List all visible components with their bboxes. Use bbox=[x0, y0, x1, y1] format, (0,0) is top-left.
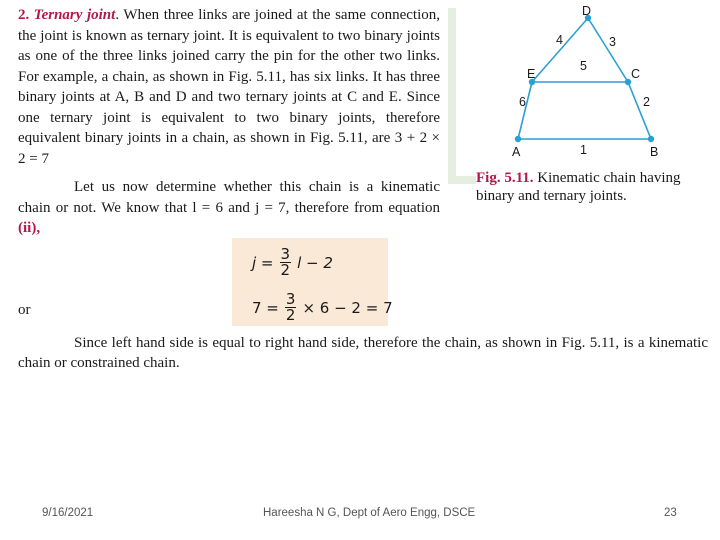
label-link-6: 6 bbox=[519, 95, 526, 109]
figure-caption bbox=[476, 169, 712, 205]
chain-check-text: Let us now determine whether this chain is a kinematic chain or not. We know that l = 6 and j = 7, therefore from equation bbox=[18, 179, 440, 216]
link-3 bbox=[588, 18, 628, 82]
label-link-4: 4 bbox=[556, 33, 563, 47]
eq2-rhs: × 6 − 2 = 7 bbox=[302, 298, 393, 317]
label-link-5: 5 bbox=[580, 59, 587, 73]
label-d: D bbox=[582, 4, 592, 18]
link-6 bbox=[518, 82, 532, 139]
eq1-denominator: 2 bbox=[280, 261, 291, 279]
equation-1 bbox=[252, 247, 333, 278]
label-link-1: 1 bbox=[580, 143, 587, 157]
footer-date: 9/16/2021 bbox=[42, 507, 94, 519]
equation-ref: (ii), bbox=[18, 220, 41, 236]
eq1-fraction bbox=[280, 247, 292, 278]
footer-page-number: 23 bbox=[664, 507, 677, 519]
equation-2 bbox=[252, 292, 393, 323]
ternary-joint-paragraph bbox=[18, 5, 440, 169]
figure-divider-foot bbox=[448, 176, 476, 184]
footer-author: Hareesha N G, Dept of Aero Engg, DSCE bbox=[263, 507, 476, 519]
kinematic-chain-figure bbox=[470, 0, 720, 165]
term-ternary-joint: Ternary joint bbox=[33, 7, 116, 23]
joint-b bbox=[648, 136, 654, 142]
figure-divider bbox=[448, 8, 456, 183]
eq2-fraction bbox=[285, 292, 297, 323]
link-2 bbox=[628, 82, 651, 139]
or-connector: or bbox=[18, 302, 31, 318]
chain-check-paragraph bbox=[18, 177, 440, 239]
item-number: 2. bbox=[18, 7, 30, 23]
eq2-lhs: 7 = bbox=[252, 298, 279, 317]
eq2-denominator: 2 bbox=[285, 306, 296, 324]
label-link-3: 3 bbox=[609, 35, 616, 49]
ternary-joint-text: . When three links are joined at the same connection, the joint is known as ternary joint. It is equivalent to two binary joints as one of the three links joined carry the pin for the other two links. For example, a chain, as shown in Fig. 5.11, has six links. It has three binary joints at A, B and D and two ternary joints at C and E. Since one ternary joint is equivalent to two binary joints, therefore equivalent binary joints in a chain, as shown in Fig. 5.11, are 3 + 2 × 2 = 7 bbox=[18, 7, 440, 167]
eq1-numerator: 3 bbox=[280, 245, 291, 263]
eq1-lhs: j = bbox=[252, 253, 274, 272]
label-a: A bbox=[512, 145, 521, 159]
joint-a bbox=[515, 136, 521, 142]
label-e: E bbox=[527, 67, 536, 81]
eq2-numerator: 3 bbox=[285, 290, 296, 308]
eq1-rhs: l − 2 bbox=[297, 253, 333, 272]
label-c: C bbox=[631, 67, 641, 81]
conclusion-text: Since left hand side is equal to right hand side, therefore the chain, as shown in Fig. 5.11, is a kinematic chain or constrained chain. bbox=[18, 335, 708, 371]
label-link-2: 2 bbox=[643, 95, 650, 109]
conclusion-paragraph bbox=[18, 333, 708, 373]
label-b: B bbox=[650, 145, 659, 159]
figure-caption-text: Kinematic chain having binary and ternary joints. bbox=[476, 170, 681, 204]
figure-caption-label: Fig. 5.11. bbox=[476, 170, 534, 186]
